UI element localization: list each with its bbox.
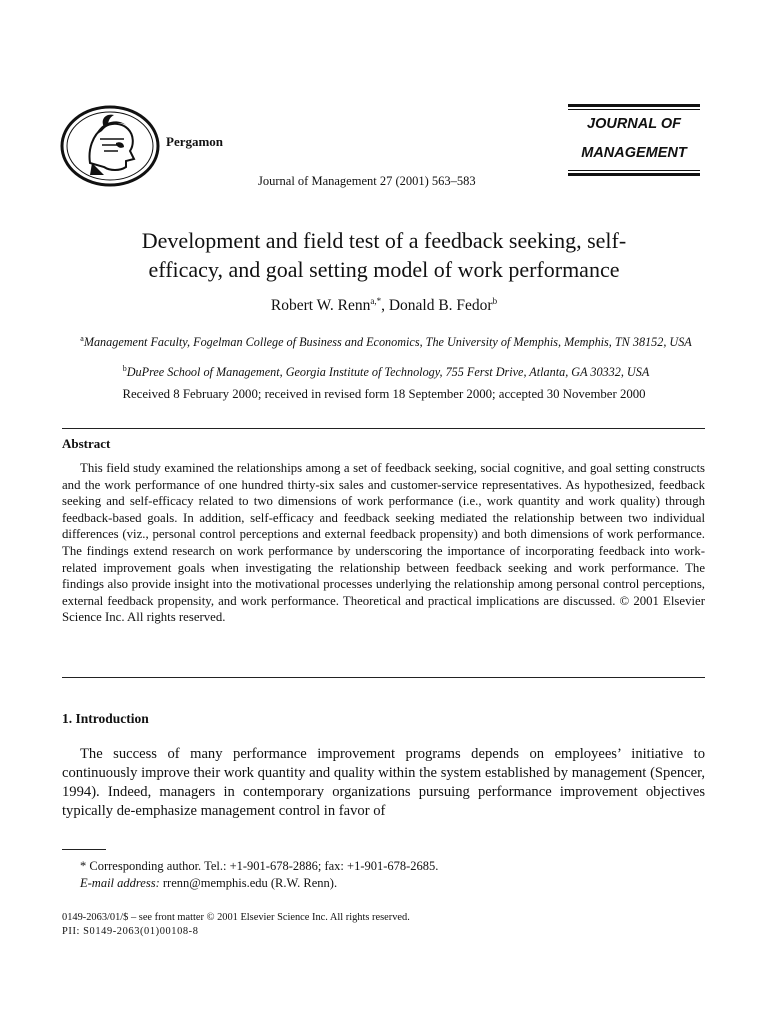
corresponding-mark: * — [376, 296, 382, 306]
email-label: E-mail address: — [80, 876, 160, 890]
journal-name-line2: MANAGEMENT — [581, 145, 687, 161]
email-value: rrenn@memphis.edu (R.W. Renn). — [159, 876, 338, 890]
pii-line: PII: S0149-2063(01)00108-8 — [62, 926, 199, 937]
title-line-1: Development and field test of a feedback seeking, self- — [141, 228, 627, 253]
divider — [62, 677, 705, 678]
affiliation-mark: a, — [370, 296, 377, 306]
journal-name-line1: JOURNAL OF — [587, 116, 681, 132]
pergamon-logo-icon — [60, 105, 160, 187]
footnote-corresponding: * Corresponding author. Tel.: +1-901-678-2886; fax: +1-901-678-2685. — [80, 859, 439, 873]
issn-line: 0149-2063/01/$ – see front matter © 2001 Elsevier Science Inc. All rights reserved. — [62, 912, 410, 923]
introduction-text: The success of many performance improvement programs depends on employees’ initiative to continuously improve their work quantity and quality within the system established by management (Spencer, 1994). Indeed, managers in contemporary organizations pursuing performance improvement objectives typically de-emphasize management control in favor of — [62, 746, 705, 819]
affiliation-text: DuPree School of Management, Georgia Institute of Technology, 755 Ferst Drive, Atlanta, GA 30332, USA — [126, 365, 650, 379]
affiliation-mark: b — [492, 296, 498, 306]
affiliation-mark: a — [80, 334, 84, 343]
author-list — [60, 296, 708, 315]
publisher-name: Pergamon — [166, 134, 224, 149]
affiliation-text: Management Faculty, Fogelman College of Business and Economics, The University of Memphis, Memphis, TN 38152, USA — [83, 335, 692, 349]
front-matter — [62, 911, 410, 939]
footnote-rule — [62, 849, 106, 850]
affiliation-mark: b — [122, 364, 127, 373]
author-separator: , — [381, 297, 389, 314]
abstract-text: This field study examined the relationships among a set of feedback seeking, social cognitive, and goal setting constructs and the work performance of one hundred thirty-six sales and customer-service representatives. As hypothesized, feedback seeking and self-efficacy related to two dimensions of work performance (i.e., work quantity and work quality) through feedback-based goals. In addition, self-efficacy and feedback seeking mediated the relationship between two individual differences (viz., personal control perceptions and external feedback propensity) and both dimensions of work performance. The findings extend research on work performance by underscoring the importance of incorporating feedback into work-related improvement goals when investigating the relationship between feedback seeking and work performance. The findings also provide insight into the motivational processes underlying the relationship among personal control perceptions, external feedback propensity, and work performance. Theoretical and practical implications are discussed. © 2001 Elsevier Science Inc. All rights reserved. — [62, 461, 705, 625]
abstract-heading: Abstract — [62, 436, 111, 451]
section-heading: 1. Introduction — [62, 711, 149, 726]
author-name: Robert W. Renn — [270, 297, 371, 314]
article-title — [60, 226, 708, 284]
journal-masthead — [568, 104, 700, 178]
affiliation-a — [62, 331, 710, 350]
affiliation-b — [62, 361, 710, 380]
title-line-2: efficacy, and goal setting model of work performance — [148, 257, 620, 282]
divider — [62, 428, 705, 429]
journal-citation: Journal of Management 27 (2001) 563–583 — [258, 174, 476, 188]
footnote-email — [80, 876, 337, 891]
author-name: Donald B. Fedor — [388, 297, 493, 314]
received-dates: Received 8 February 2000; received in revised form 18 September 2000; accepted 30 November 2000 — [122, 387, 646, 401]
